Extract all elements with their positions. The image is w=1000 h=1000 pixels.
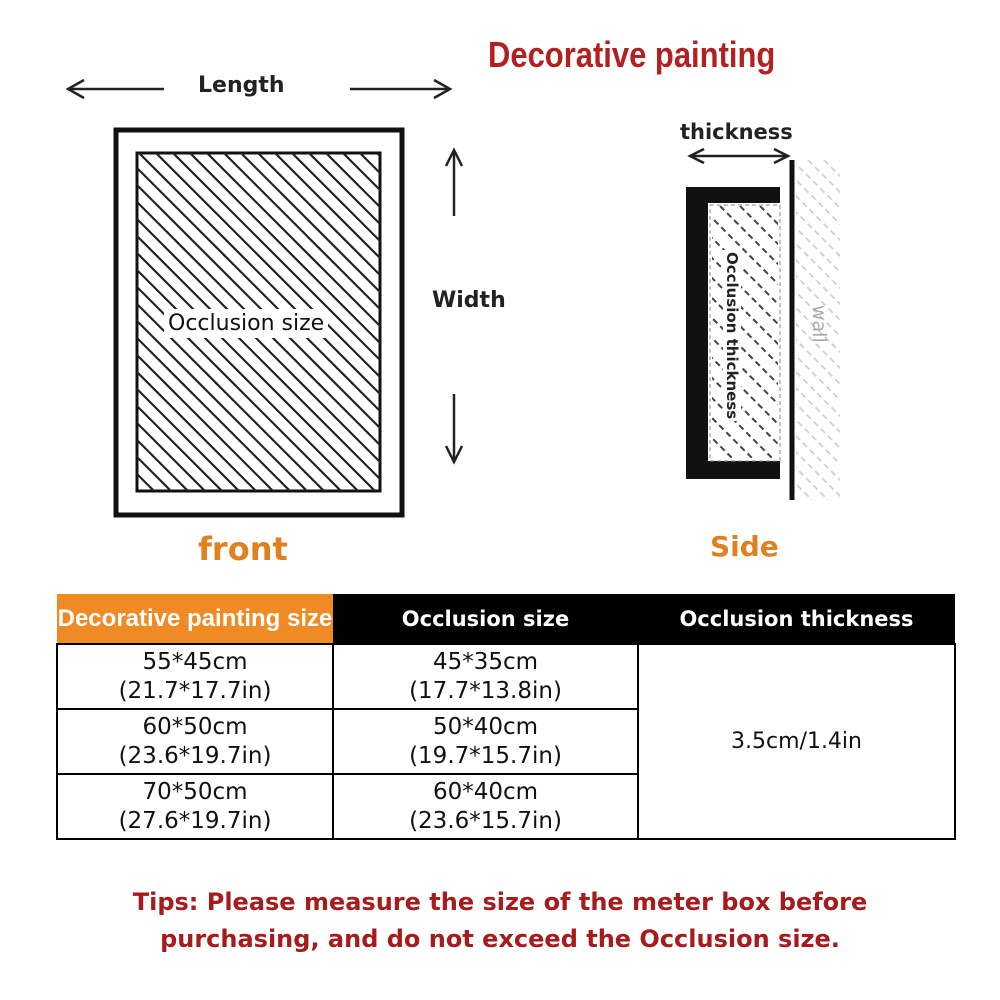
- thickness-label: thickness: [680, 120, 793, 144]
- hatch-line: [960, 206, 1000, 458]
- painting-size-in: (21.7*17.7in): [118, 677, 272, 704]
- painting-size-cm: 60*50cm: [142, 713, 248, 740]
- hatch-line: [632, 153, 970, 491]
- hatch-line: [460, 206, 712, 458]
- hatch-line: [377, 153, 715, 491]
- occlusion-thickness-cell: 3.5cm/1.4in: [638, 644, 955, 839]
- size-table: [56, 594, 956, 840]
- occlusion-size-in: (17.7*13.8in): [409, 677, 562, 704]
- occlusion-size-cell: [333, 709, 638, 774]
- diagram-title: Decorative painting: [488, 34, 776, 75]
- hatch-line: [888, 160, 1000, 500]
- header-occlusion-thickness: Occlusion thickness: [638, 594, 955, 644]
- painting-size-cell: [57, 709, 333, 774]
- side-label: Side: [710, 530, 779, 563]
- hatch-line: [856, 160, 1000, 500]
- hatch-line: [920, 160, 1000, 500]
- thickness-arrow: [690, 149, 788, 163]
- hatch-line: [615, 153, 953, 491]
- width-label: Width: [432, 288, 506, 313]
- hatch-line: [360, 153, 698, 491]
- hatch-line: [880, 206, 1000, 458]
- hatch-line: [900, 206, 1000, 458]
- occlusion-size-cm: 50*40cm: [432, 713, 539, 740]
- painting-size-cm: 55*45cm: [142, 648, 248, 675]
- hatch-line: [904, 160, 1000, 500]
- hatch-line: [936, 160, 1000, 500]
- hatch-line: [824, 160, 1000, 500]
- front-label: front: [198, 530, 288, 568]
- hatch-line: [920, 206, 1000, 458]
- hatch-line: [808, 160, 1000, 500]
- hatch-line: [980, 206, 1000, 458]
- occlusion-thickness-label: Occlusion thickness: [723, 252, 741, 420]
- occlusion-size-cm: 60*40cm: [432, 778, 539, 805]
- length-label: Length: [198, 73, 285, 98]
- hatch-line: [872, 160, 1000, 500]
- hatch-line: [343, 153, 681, 491]
- occlusion-size-in: (19.7*15.7in): [409, 742, 562, 769]
- tips-text: [60, 884, 940, 958]
- hatch-line: [820, 206, 1000, 458]
- header-painting-size: Decorative painting size: [57, 594, 333, 644]
- hatch-line: [760, 206, 1000, 458]
- hatch-line: [0, 153, 154, 491]
- occlusion-size-cell: [333, 644, 638, 709]
- hatch-line: [632, 160, 972, 500]
- header-occlusion-size: Occlusion size: [333, 594, 638, 644]
- table-header-row: [57, 594, 955, 644]
- hatch-line: [744, 160, 1000, 500]
- hatch-line: [800, 206, 1000, 458]
- hatch-line: [860, 206, 1000, 458]
- hatch-line: [952, 160, 1000, 500]
- table-row: [57, 644, 955, 709]
- width-arrow-down: [446, 394, 462, 462]
- occlusion-size-cm: 45*35cm: [432, 648, 539, 675]
- painting-size-in: (27.6*19.7in): [118, 807, 272, 834]
- hatch-line: [394, 153, 732, 491]
- hatch-line: [968, 160, 1000, 500]
- hatch-line: [840, 206, 1000, 458]
- hatch-line: [840, 160, 1000, 500]
- width-arrow-up: [446, 150, 462, 216]
- hatch-line: [513, 153, 851, 491]
- hatch-line: [616, 160, 956, 500]
- hatch-line: [984, 160, 1000, 500]
- painting-size-cm: 70*50cm: [142, 778, 248, 805]
- occlusion-size-cell: [333, 774, 638, 839]
- occlusion-size-in: (23.6*15.7in): [409, 807, 562, 834]
- hatch-line: [496, 153, 834, 491]
- hatch-line: [940, 206, 1000, 458]
- painting-size-in: (23.6*19.7in): [118, 742, 272, 769]
- length-arrow-right: [350, 80, 450, 98]
- tips-line-1: Tips: Please measure the size of the meter box before: [132, 888, 868, 916]
- length-arrow-left: [68, 80, 164, 98]
- wall-label: wall: [808, 305, 830, 343]
- painting-size-cell: [57, 644, 333, 709]
- tips-line-2: purchasing, and do not exceed the Occlusion size.: [160, 925, 840, 953]
- occlusion-size-label: Occlusion size: [164, 309, 328, 338]
- painting-size-cell: [57, 774, 333, 839]
